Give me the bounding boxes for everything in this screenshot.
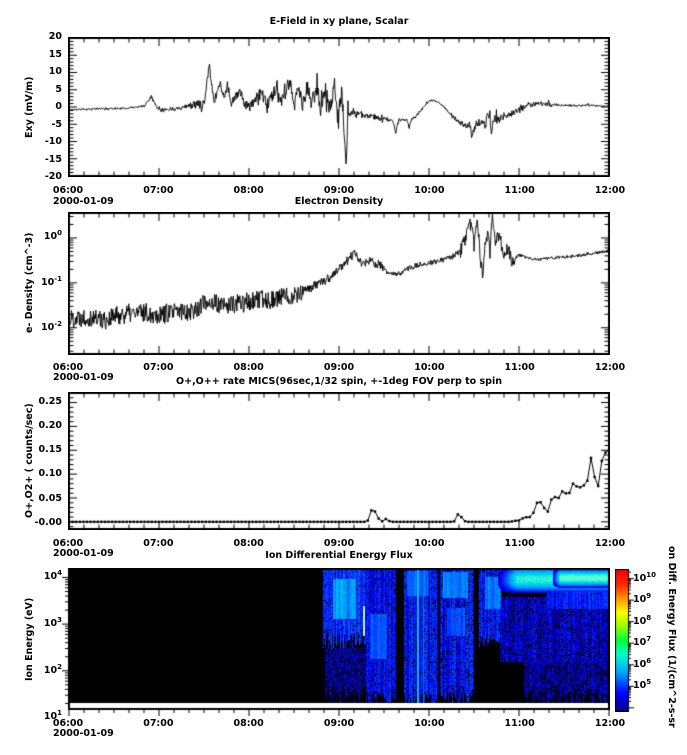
- y-tick-label: $10^1$: [43, 709, 62, 723]
- x-tick-label: 12:00: [594, 185, 626, 196]
- panel1-title: E-Field in xy plane, Scalar: [269, 16, 409, 27]
- y-tick-label: 0.20: [38, 419, 62, 431]
- y-tick-label: $10^{-1}$: [40, 274, 62, 288]
- x-tick-label: 10:00: [414, 718, 445, 729]
- y-tick-label: -10: [44, 136, 62, 147]
- x-tick-label: 09:00: [323, 718, 355, 729]
- y-tick-label: $10^{-2}$: [40, 320, 62, 334]
- colorbar-tick-label: $10^5$: [633, 678, 652, 692]
- x-tick-label: 07:00: [143, 718, 174, 729]
- colorbar-canvas: [615, 569, 635, 712]
- x-tick-label: 11:00: [504, 538, 535, 549]
- y-tick-label: $10^2$: [43, 662, 62, 676]
- x-tick-label: 12:00: [594, 718, 626, 729]
- colorbar-label: on Diff. Energy Flux (1/(cm^2-s-sr: [666, 546, 677, 728]
- y-tick-label: 0.25: [38, 395, 62, 407]
- panel1-date-label: 2000-01-09: [53, 196, 114, 207]
- y-tick-label: 0.10: [38, 468, 62, 480]
- y-tick-label: 0: [55, 101, 62, 112]
- y-tick-label: 0.15: [38, 444, 62, 456]
- x-tick-label: 11:00: [504, 185, 535, 196]
- electron-density-plot-canvas: [68, 212, 610, 355]
- x-tick-label: 07:00: [143, 362, 174, 373]
- x-tick-label: 10:00: [414, 185, 445, 196]
- y-tick-label: $10^3$: [43, 615, 62, 630]
- colorbar-tick-label: $10^9$: [633, 591, 652, 606]
- x-tick-label: 09:00: [323, 362, 355, 373]
- x-tick-label: 06:00: [52, 185, 84, 196]
- x-tick-label: 09:00: [323, 538, 355, 549]
- y-tick-label: 0.05: [38, 492, 62, 504]
- panel2-y-axis-label: e- Density (cm^-3): [24, 232, 35, 334]
- panel3-title: O+,O++ rate MICS(96sec,1/32 spin, +-1deg FOV perp to spin: [176, 376, 502, 387]
- x-tick-label: 09:00: [323, 185, 355, 196]
- panel1-y-axis-label: Exy (mV/m): [24, 76, 35, 138]
- colorbar-tick-label: $10^7$: [633, 635, 652, 649]
- y-tick-label: 5: [55, 83, 62, 95]
- y-tick-label: 10: [48, 66, 62, 77]
- y-tick-label: 15: [48, 48, 62, 60]
- colorbar-tick-label: $10^6$: [633, 656, 652, 670]
- y-tick-label: -20: [44, 171, 62, 182]
- x-tick-label: 07:00: [143, 538, 174, 549]
- panel3-y-axis-label: O+,O2+ ( counts/sec): [24, 403, 35, 519]
- x-tick-label: 10:00: [414, 362, 445, 373]
- panel3-date-label: 2000-01-09: [53, 548, 114, 559]
- x-tick-label: 08:00: [233, 362, 264, 373]
- y-tick-label: -0.00: [34, 516, 62, 528]
- panel4-title: Ion Differential Energy Flux: [265, 550, 413, 561]
- x-tick-label: 06:00: [52, 538, 84, 549]
- y-tick-label: -15: [44, 153, 62, 165]
- spectrogram-canvas: [60, 568, 610, 716]
- x-tick-label: 11:00: [504, 362, 535, 373]
- y-tick-label: $10^0$: [43, 229, 62, 243]
- x-tick-label: 08:00: [233, 538, 264, 549]
- x-tick-label: 08:00: [233, 185, 264, 196]
- x-tick-label: 12:00: [594, 362, 626, 373]
- colorbar-tick-label: $10^8$: [633, 613, 652, 627]
- y-tick-label: 20: [48, 31, 62, 42]
- x-tick-label: 06:00: [52, 362, 84, 373]
- panel2-title: Electron Density: [294, 196, 384, 207]
- x-tick-label: 07:00: [143, 185, 174, 196]
- x-tick-label: 08:00: [233, 718, 264, 729]
- y-tick-label: $10^4$: [43, 569, 62, 583]
- panel4-date-label: 2000-01-09: [53, 728, 114, 739]
- colorbar-tick-label: $10^{10}$: [633, 570, 656, 584]
- x-tick-label: 06:00: [52, 718, 84, 729]
- panel4-y-axis-label: Ion Energy (eV): [24, 597, 35, 681]
- x-tick-label: 10:00: [414, 538, 445, 549]
- x-tick-label: 11:00: [504, 718, 535, 729]
- y-tick-label: -5: [51, 118, 62, 130]
- x-tick-label: 12:00: [594, 538, 626, 549]
- efield-plot-canvas: [68, 37, 610, 177]
- panel2-date-label: 2000-01-09: [53, 372, 114, 383]
- ion-rate-plot-canvas: [68, 392, 610, 530]
